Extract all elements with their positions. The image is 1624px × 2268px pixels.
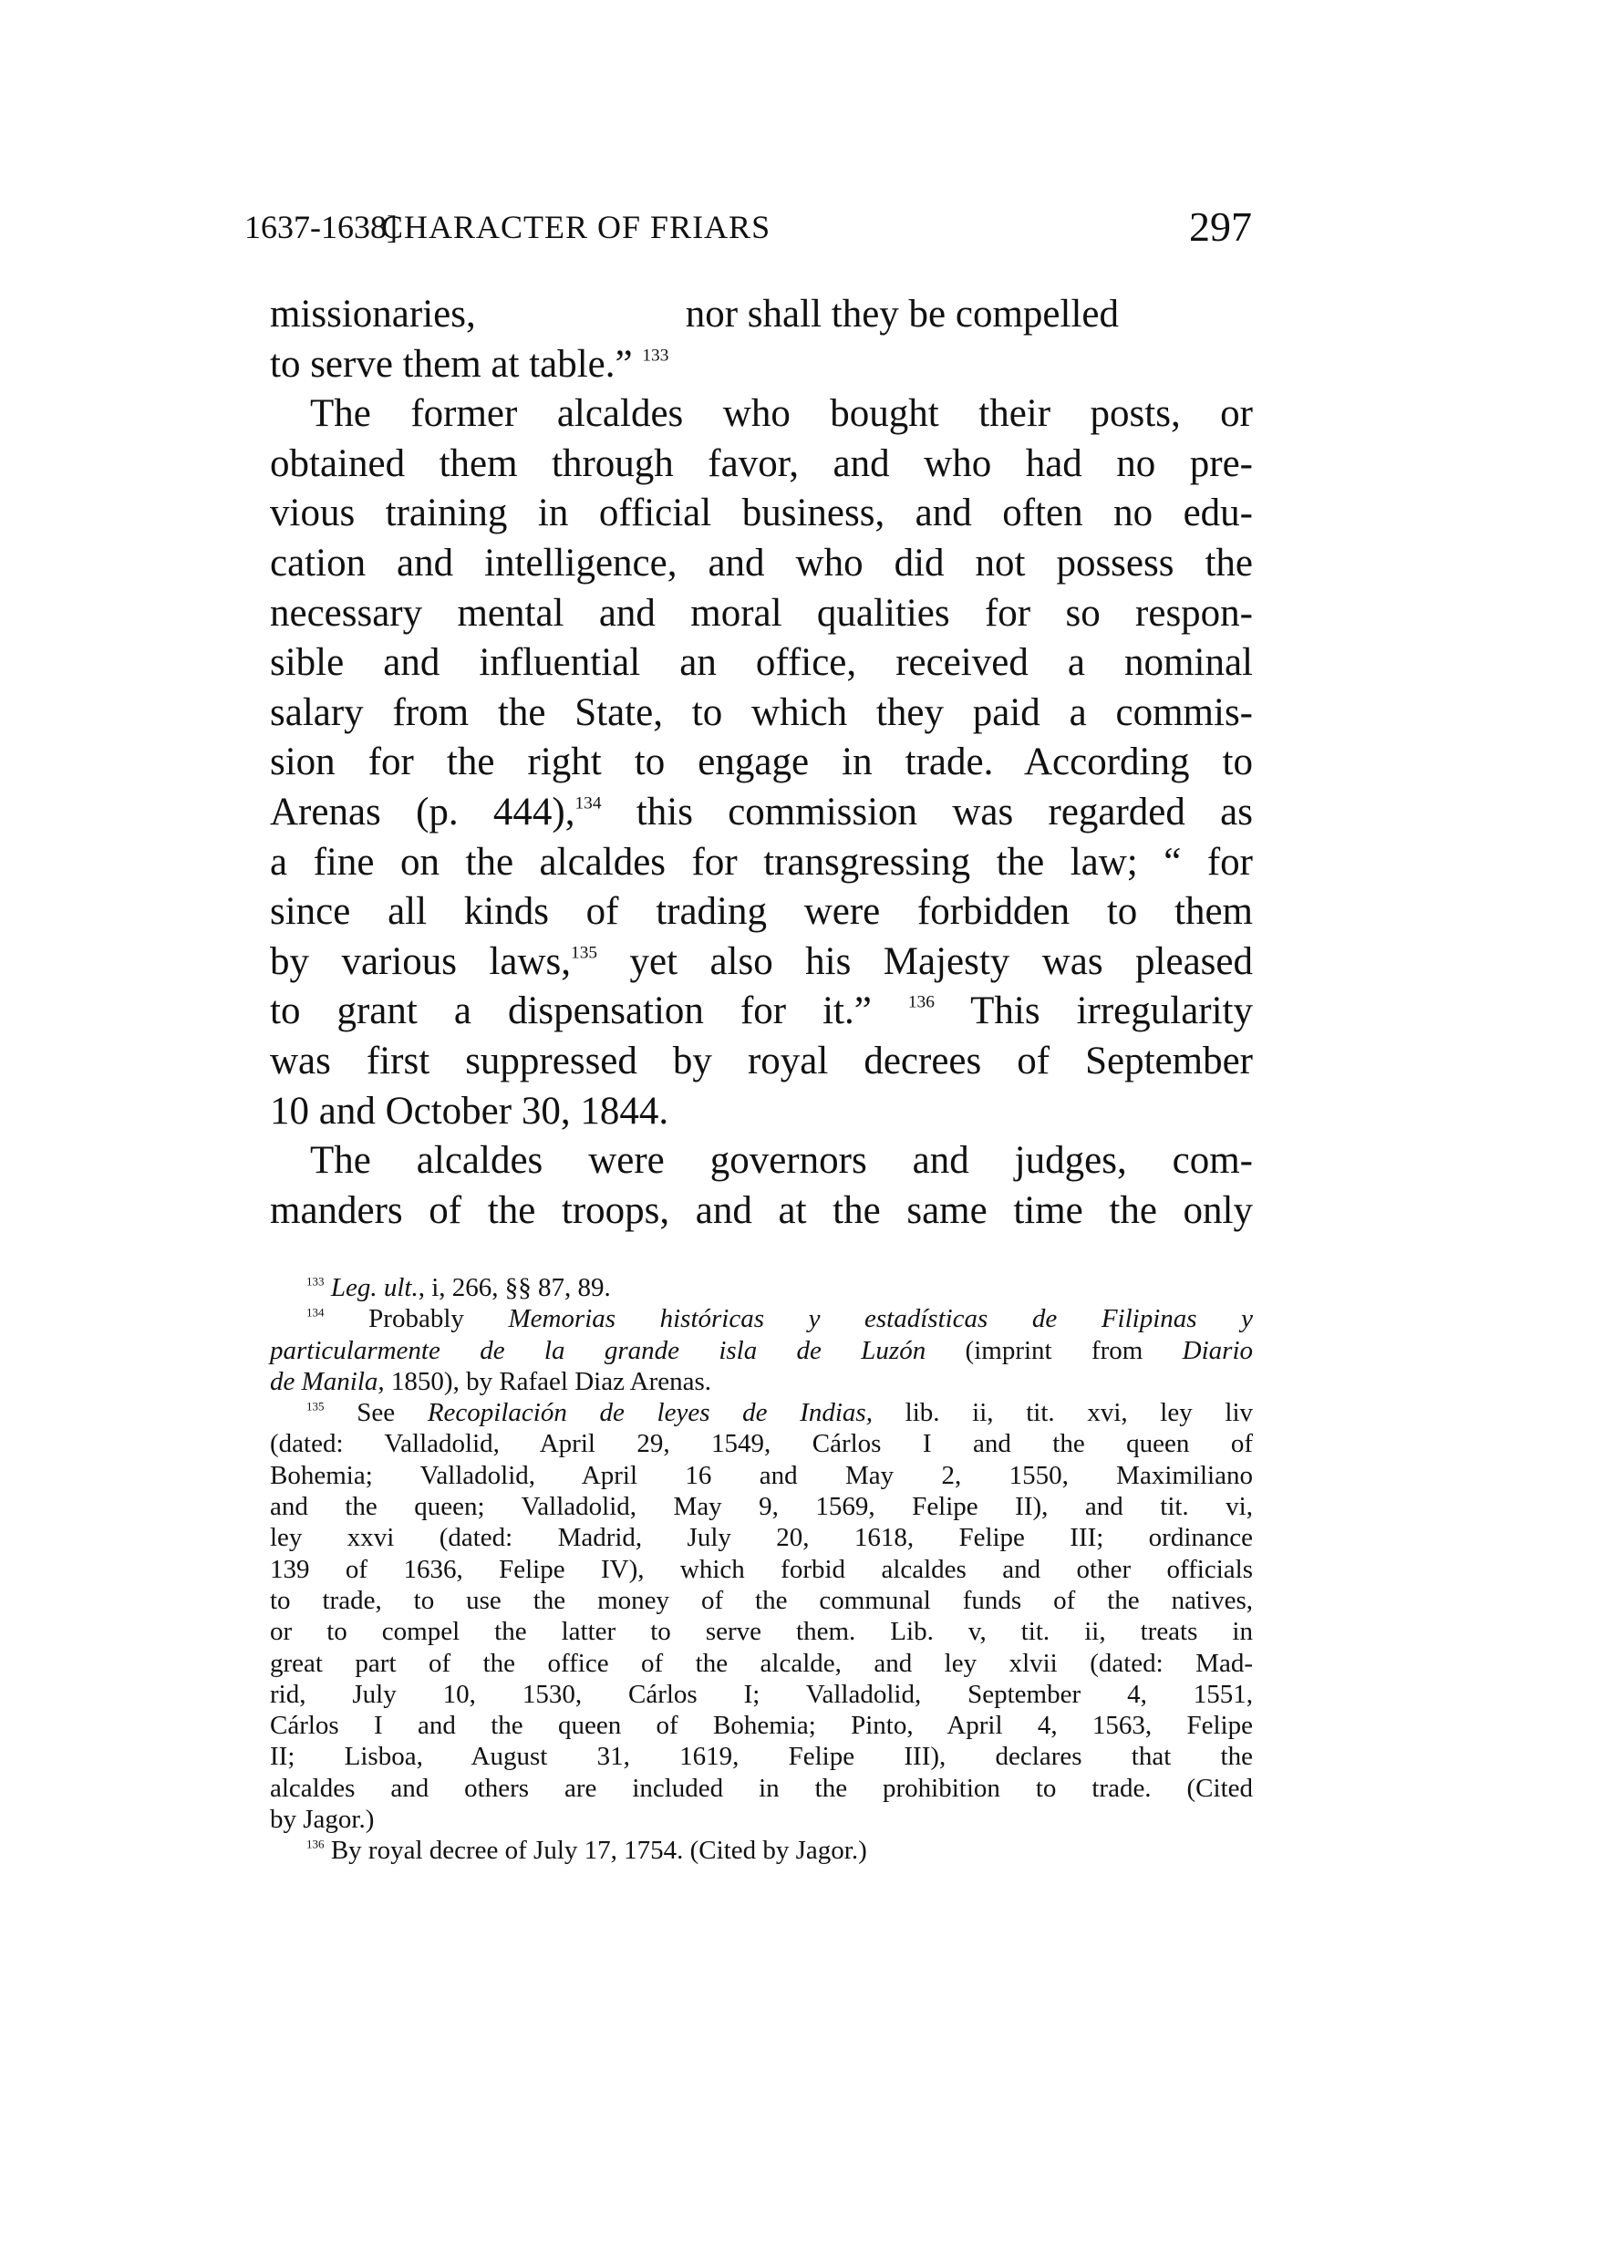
footnote-ref[interactable]: 136 [907,992,935,1012]
body-line: salary from the State, to which they paid a commis- [270,690,1253,734]
text-fragment: Arenas (p. 444), [270,790,575,834]
citation-title: particularmente de la grande isla de Luzón [270,1335,926,1365]
footnote-line: ley xxvi (dated: Madrid, July 20, 1618, Felipe III; ordinance [270,1523,1253,1553]
footnote-ref[interactable]: 135 [571,943,598,963]
paragraph-start: The alcaldes were governors and judges, com- [310,1139,1253,1183]
body-line [270,937,1253,988]
footnote-number: 133 [306,1274,325,1289]
body-line [270,788,1253,838]
citation-title: Recopilación de leyes de Indias, [427,1398,873,1428]
footnotes [270,1272,1253,1867]
text-fragment: See [357,1398,428,1428]
citation-title: Memorias históricas y estadísticas de Filipinas y [508,1304,1254,1334]
footnote-136 [270,1835,1253,1866]
footnote-number: 134 [306,1305,325,1320]
footnote-133 [270,1272,1253,1303]
header-running-title: CHARACTER OF FRIARS [381,209,771,245]
page-number: 297 [1189,203,1252,250]
text-fragment: This irregularity [934,989,1253,1033]
text-fragment: nor shall they be compelled [685,293,1119,336]
footnote-line: alcaldes and others are included in the prohibition to trade. (Cited [270,1773,1253,1803]
body-line: was first suppressed by royal decrees of September [270,1039,1253,1082]
text-fragment: , i, 266, §§ 87, 89. [418,1273,611,1302]
footnote-135 [270,1397,1253,1428]
footnote-line: by Jagor.) [270,1805,375,1835]
body-line: sible and influential an office, received a nominal [270,641,1253,685]
text-fragment: missionaries, [270,293,476,336]
body-text [270,290,1253,1236]
footnote-line: Bohemia; Valladolid, April 16 and May 2, 1550, Maximiliano [270,1460,1253,1490]
footnote-line: II; Lisboa, August 31, 1619, Felipe III), declares that the [270,1742,1253,1772]
citation-title: Leg. ult. [330,1273,419,1302]
footnote-line [270,1366,1253,1397]
text-fragment: (imprint from [926,1335,1183,1365]
footnote-line: and the queen; Valladolid, May 9, 1569, Felipe II), and tit. vi, [270,1492,1253,1522]
text-fragment: lib. ii, tit. xvi, ley liv [872,1398,1254,1428]
footnote-line: great part of the office of the alcalde, and ley xlvii (dated: Mad- [270,1648,1253,1678]
body-line: cation and intelligence, and who did not possess the [270,541,1253,585]
body-line: since all kinds of trading were forbidden to them [270,890,1253,934]
footnote-line: Cárlos I and the queen of Bohemia; Pinto, April 4, 1563, Felipe [270,1711,1253,1741]
footnote-ref[interactable]: 133 [642,346,669,366]
citation-title: de Manila, [270,1366,385,1396]
body-line [270,290,1253,340]
footnote-line: or to compel the latter to serve them. Lib. v, tit. ii, treats in [270,1617,1253,1647]
footnote-line [270,1335,1253,1366]
paragraph-start: The former alcaldes who bought their posts, or [310,392,1253,436]
header-date-range: 1637-1638] [244,209,398,245]
body-line: necessary mental and moral qualities for so respon- [270,591,1253,635]
body-line: manders of the troops, and at the same time the only [270,1188,1253,1232]
footnote-line: to trade, to use the money of the communal funds of the natives, [270,1585,1253,1615]
text-fragment: by various laws, [270,939,572,983]
text-fragment: 1850), by Rafael Diaz Arenas. [384,1366,712,1396]
text-fragment: yet also his Majesty was pleased [597,939,1253,983]
body-line [270,987,1253,1037]
text-fragment: Probably [368,1304,509,1334]
body-line: sion for the right to engage in trade. According to [270,740,1253,784]
footnote-ref[interactable]: 134 [574,793,602,813]
text-fragment: to grant a dispensation for it.” [270,989,872,1033]
text-fragment: this commission was regarded as [601,790,1253,834]
body-line: a fine on the alcaldes for transgressing the law; “ for [270,840,1253,884]
body-line: vious training in official business, and often no edu- [270,492,1253,535]
running-header [244,203,1252,254]
citation-title: Diario [1182,1335,1253,1365]
footnote-number: 135 [306,1399,325,1414]
footnote-line: 139 of 1636, Felipe IV), which forbid alcaldes and other officials [270,1554,1253,1584]
footnote-line: rid, July 10, 1530, Cárlos I; Valladolid, September 4, 1551, [270,1679,1253,1709]
footnote-line: (dated: Valladolid, April 29, 1549, Cárlos I and the queen of [270,1429,1253,1459]
text-fragment: By royal decree of July 17, 1754. (Cited by Jagor.) [330,1836,867,1866]
body-line: obtained them through favor, and who had no pre- [270,441,1253,485]
body-line [270,340,1253,390]
footnote-134 [270,1303,1253,1334]
text-fragment: to serve them at table.” [270,342,633,386]
body-line: 10 and October 30, 1844. [270,1089,669,1133]
footnote-number: 136 [306,1837,325,1851]
